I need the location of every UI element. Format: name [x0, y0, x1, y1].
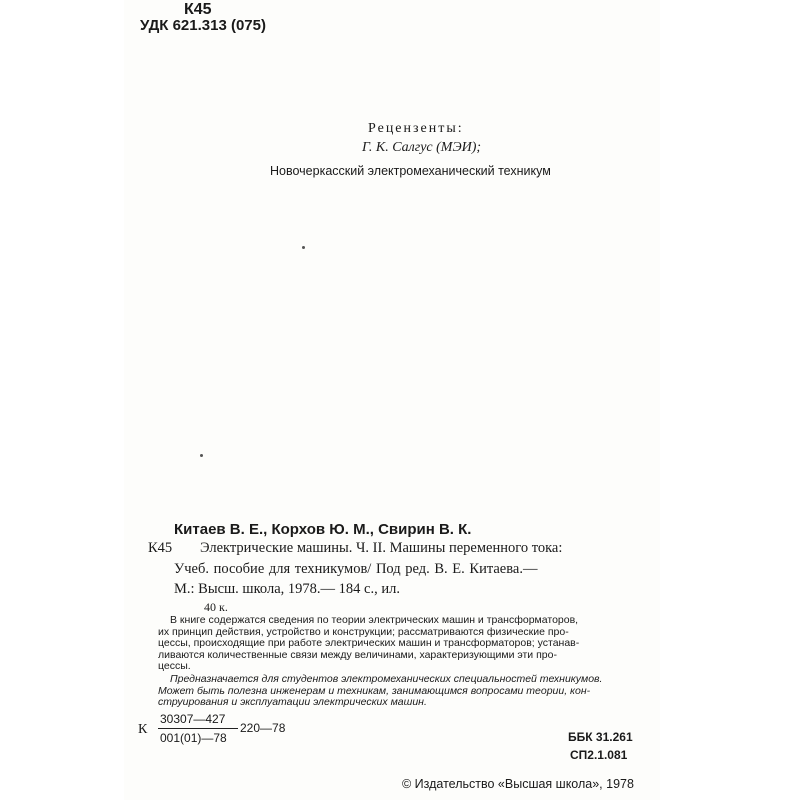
- catalog-code: К45: [148, 540, 173, 556]
- annotation-line: В книге содержатся сведения по теории электрических машин и трансформаторов,: [170, 614, 579, 626]
- title-line-2: Учеб. пособие для техникумов/ Под ред. В. Е. Китаева.—: [174, 561, 538, 577]
- index-denominator: 001(01)—78: [160, 731, 227, 745]
- print-speck: [302, 246, 305, 249]
- print-speck: [200, 454, 203, 457]
- title-line-1: Электрические машины. Ч. II. Машины переменного тока:: [200, 540, 563, 556]
- purpose-line: Может быть полезна инженерам и техникам, занимающимся вопросами теории, кон-: [158, 684, 591, 697]
- copyright: © Издательство «Высшая школа», 1978: [402, 777, 634, 791]
- reviewer-institution: Новочеркасский электромеханический техникум: [270, 164, 551, 178]
- reviewers-heading: Рецензенты:: [368, 121, 464, 136]
- annotation-line: ливаются количественные связи между величинами, характеризующими эти про-: [158, 648, 557, 661]
- index-numerator: 30307—427: [160, 712, 226, 726]
- title-line-3: М.: Высш. школа, 1978.— 184 с., ил.: [174, 581, 400, 597]
- annotation-text: [158, 615, 579, 673]
- book-page: [124, 0, 660, 800]
- annotation-line: цессы.: [158, 660, 191, 673]
- price: 40 к.: [204, 600, 228, 614]
- authors-line: Китаев В. Е., Корхов Ю. М., Свирин В. К.: [174, 521, 472, 538]
- header-code: К45: [184, 1, 212, 18]
- reviewer-person: Г. К. Салгус (МЭИ);: [362, 140, 482, 155]
- udk-code: УДК 621.313 (075): [140, 17, 266, 34]
- purpose-line: Предназначается для студентов электромеханических специальностей техникумов.: [170, 673, 603, 685]
- annotation-line: цессы, происходящие при работе электрических машин и трансформаторов; устанав-: [158, 637, 580, 650]
- fraction-line: [158, 728, 238, 729]
- annotation-line: их принцип действия, устройство и конструкции; рассматриваются физические про-: [158, 625, 569, 638]
- sp-code: СП2.1.081: [570, 748, 628, 762]
- bbk-code: ББК 31.261: [568, 730, 633, 744]
- purpose-line: струирования и эксплуатации электрических машин.: [158, 696, 427, 709]
- index-suffix: 220—78: [240, 721, 286, 735]
- purpose-text: [158, 674, 602, 709]
- index-letter: К: [138, 722, 148, 737]
